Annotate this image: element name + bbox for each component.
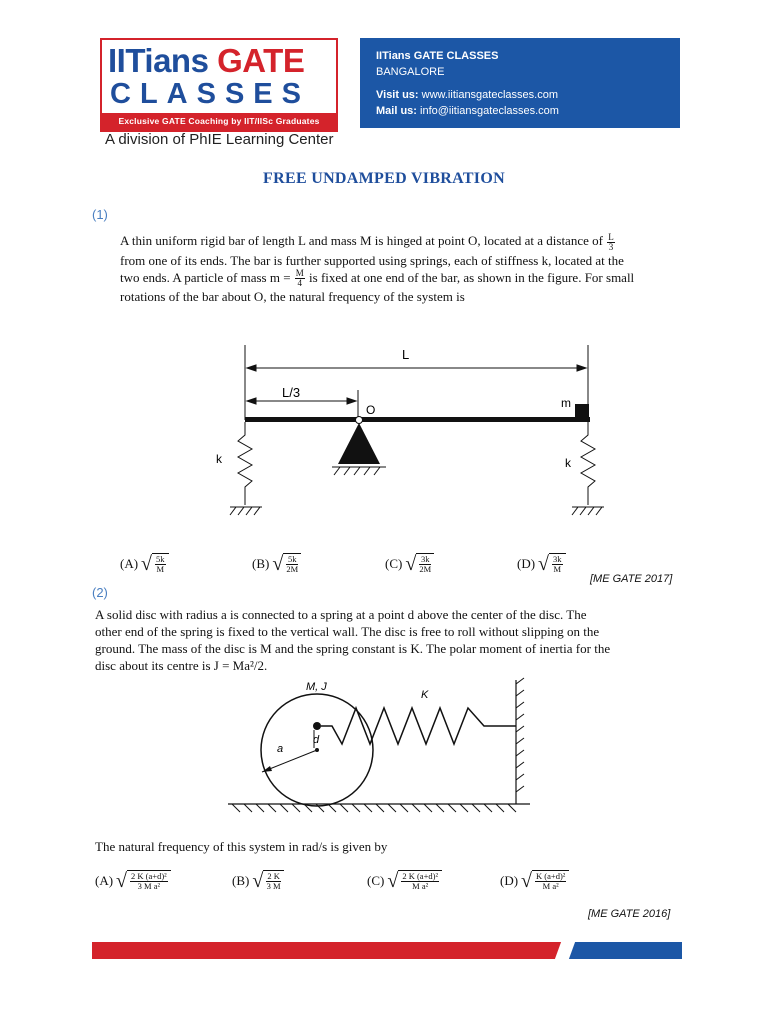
q1-source: [ME GATE 2017] <box>590 573 673 585</box>
q2-option-b[interactable]: (B) √ $\frac{2 K}{3 M}$ <box>232 870 284 891</box>
website-link[interactable]: www.iitiansgateclasses.com <box>421 89 558 101</box>
q2-source: [ME GATE 2016] <box>588 908 671 920</box>
figure-2-rolling-disc <box>0 676 768 816</box>
label-a: a <box>277 743 284 755</box>
point-mass <box>575 404 589 418</box>
fraction-m-4: $\frac{M}{4}$ <box>295 268 304 289</box>
dimension-l-3 <box>247 390 358 417</box>
email-line: Mail us: info@iitiansgateclasses.com <box>376 105 559 117</box>
division-text: A division of PhIE Learning Center <box>105 131 334 148</box>
right-spring <box>581 422 595 505</box>
ground-hatch-right <box>572 507 604 515</box>
hinge-support <box>338 423 380 464</box>
label-mj: M, J <box>306 681 327 693</box>
label-m: m <box>561 396 571 410</box>
q1-option-b[interactable]: (B) √ $\frac{5k}{2M}$ <box>252 553 301 574</box>
label-o: O <box>366 403 376 417</box>
logo <box>100 38 338 132</box>
logo-subtitle: CLASSES <box>110 78 310 110</box>
ground-hatch <box>232 804 516 812</box>
rigid-bar <box>245 417 590 422</box>
label-d: d <box>313 734 320 746</box>
label-k-right: k <box>565 456 571 470</box>
label-k-left: k <box>216 452 222 466</box>
logo-tagline: Exclusive GATE Coaching by IIT/IISc Graduates <box>102 113 336 130</box>
email-link[interactable]: info@iitiansgateclasses.com <box>420 105 559 117</box>
q1-option-a[interactable]: (A) √ $\frac{5k}{M}$ <box>120 553 169 574</box>
institute-city: BANGALORE <box>376 66 445 78</box>
label-l: L <box>402 347 410 362</box>
page-title: FREE UNDAMPED VIBRATION <box>263 170 505 187</box>
ground-hatch-left <box>230 507 262 515</box>
hinge-o <box>356 417 363 424</box>
left-spring <box>238 422 252 505</box>
wall-hatch <box>516 678 524 792</box>
website-line: Visit us: www.iitiansgateclasses.com <box>376 89 558 101</box>
q2-option-d[interactable]: (D) √ $\frac{\text{K (a+d)²}}{\text{M a²}}$ <box>500 870 569 891</box>
figure-1-hinged-bar <box>0 335 768 535</box>
fraction-l-3: $\frac{L}{3}$ <box>608 231 614 252</box>
spring-attachment-point <box>313 722 321 730</box>
label-l-3: L/3 <box>282 385 301 400</box>
logo-title: IITians GATE <box>108 42 305 79</box>
question-2-prompt: The natural frequency of this system in rad/s is given by <box>95 839 388 854</box>
question-2-number: (2) <box>92 585 108 600</box>
institute-name: IITians GATE CLASSES <box>376 50 499 62</box>
dimension-l <box>245 345 588 420</box>
q2-option-c[interactable]: (C) √ $\frac{\text{2 K (a+d)²}}{\text{M a²}}$ <box>367 870 442 891</box>
question-1-text: A thin uniform rigid bar of length L and mass M is hinged at point O, located at a distance of $\frac{L}{3}$ from one of its ends. The bar is further supported using springs, each of stiffness k, located at the two ends. A particle of mass m = $\frac{M}{4}$ is fixed at one end of the bar, as shown in the figure. For small rotations of the bar about O, the natural frequency of the system is <box>120 231 635 305</box>
label-k: K <box>421 689 429 701</box>
spring-k <box>321 708 516 744</box>
contact-panel <box>360 38 680 128</box>
q1-option-c[interactable]: (C) √ $\frac{3k}{2M}$ <box>385 553 434 574</box>
ground-hatch-center <box>332 467 386 475</box>
q1-option-d[interactable]: (D) √ $\frac{3k}{M}$ <box>517 553 566 574</box>
question-2-text: A solid disc with radius a is connected to a spring at a point d above the center of the disc. The other end of the spring is fixed to the vertical wall. The disc is free to roll without slipping on the ground. The mass of the disc is M and the spring constant is K. The polar moment of inertia for the disc about its centre is J = Ma²/2. <box>95 607 611 673</box>
footer-bar-blue <box>565 942 682 959</box>
q2-option-a[interactable]: (A) √ $\frac{\text{2 K (a+d)²}}{\text{3 M a²}}$ <box>95 870 171 891</box>
question-1-number: (1) <box>92 207 108 222</box>
